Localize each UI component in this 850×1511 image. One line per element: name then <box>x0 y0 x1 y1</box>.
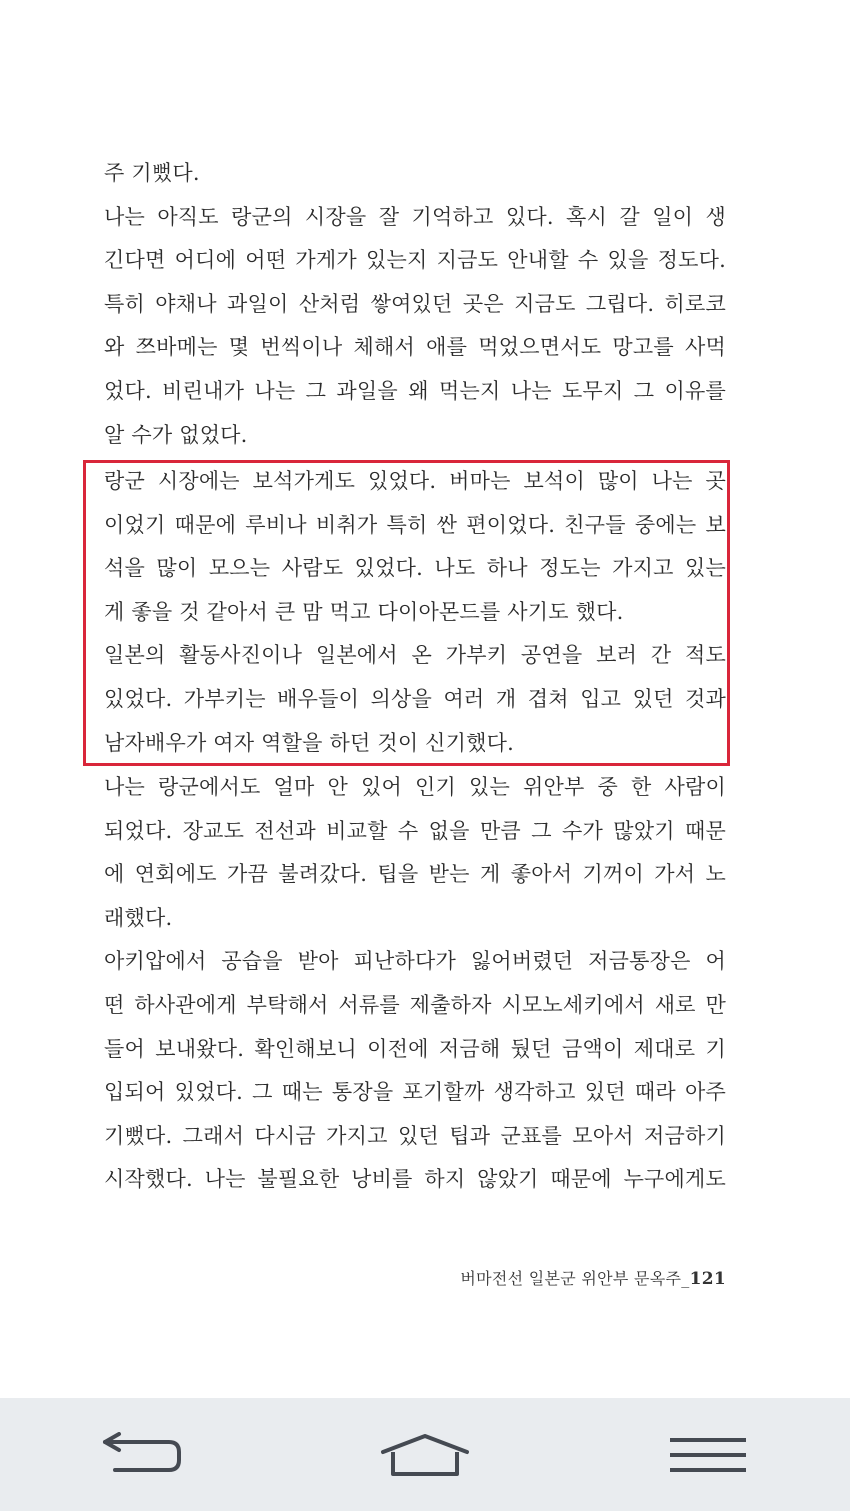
text-line: 주 기뻤다. <box>104 161 200 185</box>
text-line: 있었다. 가부키는 배우들이 의상을 여러 개 겹쳐 입고 있던 것과 <box>104 686 726 711</box>
text-line: 랑군 시장에는 보석가게도 있었다. 버마는 보석이 많이 나는 곳 <box>104 469 726 493</box>
menu-button[interactable] <box>633 1410 783 1500</box>
text-block-highlighted <box>104 460 726 765</box>
text-line: 시작했다. 나는 불필요한 낭비를 하지 않았기 때문에 누구에게도 <box>104 1167 726 1192</box>
back-button[interactable] <box>67 1410 217 1500</box>
text-line: 되었다. 장교도 전선과 비교할 수 없을 만큼 그 수가 많았기 때문 <box>104 818 726 843</box>
text-line: 나는 아직도 랑군의 시장을 잘 기억하고 있다. 혹시 갈 일이 생 <box>104 204 726 229</box>
navigation-bar <box>0 1398 850 1511</box>
back-arrow-icon <box>99 1432 185 1478</box>
text-line: 입되어 있었다. 그 때는 통장을 포기할까 생각하고 있던 때라 아주 <box>104 1080 726 1105</box>
text-block-top <box>104 152 726 457</box>
text-line: 특히 야채나 과일이 산처럼 쌓여있던 곳은 지금도 그립다. 히로코 <box>104 291 726 316</box>
text-line: 래했다. <box>104 905 173 930</box>
text-line: 일본의 활동사진이나 일본에서 온 가부키 공연을 보러 간 적도 <box>104 643 726 668</box>
text-line: 이었기 때문에 루비나 비취가 특히 싼 편이었다. 친구들 중에는 보 <box>104 512 726 537</box>
page-footer <box>380 1266 726 1289</box>
text-line: 었다. 비린내가 나는 그 과일을 왜 먹는지 나는 도무지 그 이유를 <box>104 378 726 403</box>
text-line: 게 좋을 것 같아서 큰 맘 먹고 다이아몬드를 사기도 했다. <box>104 599 624 624</box>
footer-title: 버마전선 일본군 위안부 문옥주_ <box>460 1269 690 1288</box>
text-line: 에 연회에도 가끔 불려갔다. 팁을 받는 게 좋아서 기꺼이 가서 노 <box>104 862 726 887</box>
text-line: 남자배우가 여자 역할을 하던 것이 신기했다. <box>104 730 514 755</box>
text-line: 아키압에서 공습을 받아 피난하다가 잃어버렸던 저금통장은 어 <box>104 949 726 974</box>
text-line: 떤 하사관에게 부탁해서 서류를 제출하자 시모노세키에서 새로 만 <box>104 992 726 1017</box>
menu-icon <box>668 1435 748 1475</box>
text-line: 기뻤다. 그래서 다시금 가지고 있던 팁과 군표를 모아서 저금하기 <box>104 1123 726 1148</box>
home-button[interactable] <box>350 1410 500 1500</box>
text-line: 들어 보내왔다. 확인해보니 이전에 저금해 뒀던 금액이 제대로 기 <box>104 1036 726 1061</box>
text-line: 석을 많이 모으는 사람도 있었다. 나도 하나 정도는 가지고 있는 <box>104 556 726 581</box>
text-line: 긴다면 어디에 어떤 가게가 있는지 지금도 안내할 수 있을 정도다. <box>104 248 726 273</box>
page-number: 121 <box>689 1269 726 1289</box>
text-block-bottom <box>104 766 726 1202</box>
home-icon <box>377 1432 473 1478</box>
text-line: 와 쯔바메는 몇 번씩이나 체해서 애를 먹었으면서도 망고를 사먹 <box>104 335 726 360</box>
text-line: 알 수가 없었다. <box>104 422 248 447</box>
text-line: 나는 랑군에서도 얼마 안 있어 인기 있는 위안부 중 한 사람이 <box>104 775 726 799</box>
